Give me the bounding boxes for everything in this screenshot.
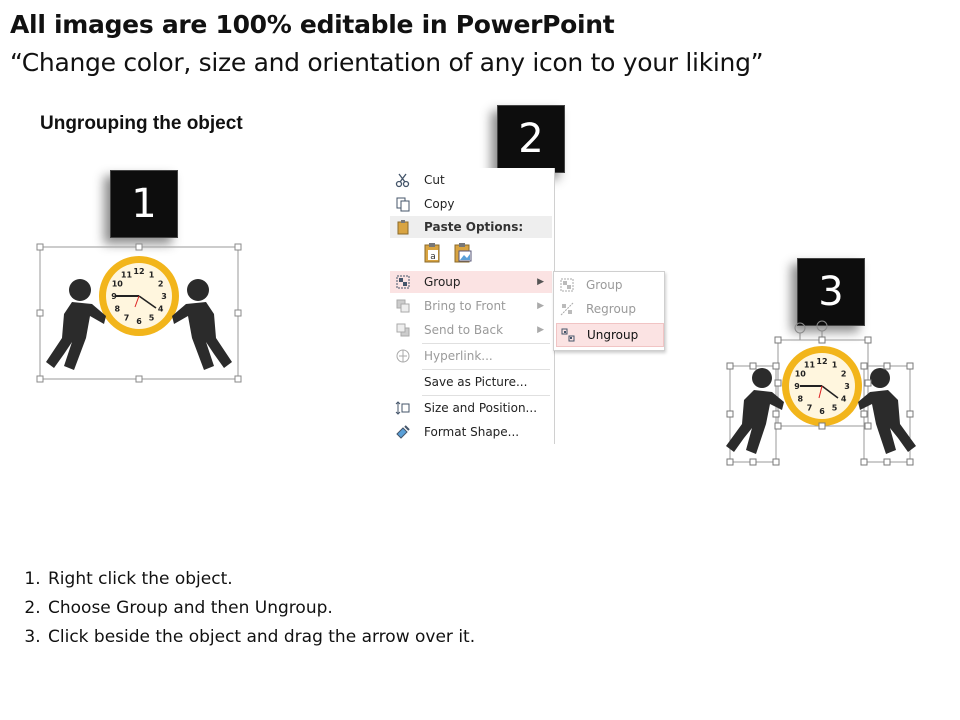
menu-separator xyxy=(422,369,550,370)
clock-number: 6 xyxy=(136,317,142,326)
submenu-arrow-icon: ▶ xyxy=(537,325,544,335)
menu-item-label: Cut xyxy=(424,173,445,187)
menu-item-label: Save as Picture... xyxy=(424,375,528,389)
menu-item-cut[interactable] xyxy=(390,169,552,191)
clock-number: 2 xyxy=(157,279,164,289)
menu-item-label: Send to Back xyxy=(424,323,504,337)
clock-number: 8 xyxy=(797,394,804,404)
menu-separator xyxy=(422,343,550,344)
clock-number: 5 xyxy=(831,403,838,413)
clock-number: 1 xyxy=(831,360,838,370)
clock-number: 4 xyxy=(157,304,164,314)
menu-item-copy[interactable] xyxy=(390,193,552,215)
submenu-arrow-icon: ▶ xyxy=(537,301,544,311)
step-badge-3 xyxy=(797,258,865,326)
copy-icon xyxy=(392,195,414,213)
clock-number: 5 xyxy=(148,313,155,323)
format-shape-icon xyxy=(392,423,414,441)
submenu-item-label: Ungroup xyxy=(587,328,639,342)
menu-item-group[interactable] xyxy=(390,271,552,293)
step-number: 3 xyxy=(818,269,844,315)
menu-item-label: Bring to Front xyxy=(424,299,506,313)
step-number: 1 xyxy=(131,181,157,227)
scissors-icon xyxy=(392,171,414,189)
menu-item-label: Copy xyxy=(424,197,455,211)
clock-number: 11 xyxy=(120,270,133,280)
right-person-figure xyxy=(172,279,232,370)
submenu-item-label: Group xyxy=(586,278,623,292)
bring-front-icon xyxy=(392,297,414,315)
clock-number: 10 xyxy=(794,369,806,379)
submenu-item-ungroup[interactable] xyxy=(556,323,664,347)
submenu-arrow-icon: ▶ xyxy=(537,277,544,287)
size-position-icon xyxy=(392,399,414,417)
step-badge-1 xyxy=(110,170,178,238)
menu-item-size-and-position[interactable] xyxy=(390,397,552,419)
grouped-clock-figure[interactable] xyxy=(34,242,246,387)
clock-number: 6 xyxy=(819,407,825,416)
paste-options-row xyxy=(422,242,474,267)
page-subtitle: “Change color, size and orientation of any icon to your liking” xyxy=(10,48,764,77)
regroup-icon xyxy=(556,301,578,317)
clock-number: 3 xyxy=(161,292,167,301)
submenu-item-regroup[interactable] xyxy=(556,298,662,320)
ungrouped-clock-figure[interactable] xyxy=(722,318,918,470)
clock-number: 3 xyxy=(844,382,850,391)
clock-number: 12 xyxy=(133,267,145,276)
menu-item-label: Format Shape... xyxy=(424,425,520,439)
clock-number: 12 xyxy=(816,357,828,366)
ungroup-icon xyxy=(557,327,579,343)
menu-item-bring-to-front[interactable] xyxy=(390,295,552,317)
paste-picture-icon[interactable] xyxy=(452,242,474,267)
menu-item-label: Size and Position... xyxy=(424,401,538,415)
group-submenu xyxy=(553,271,665,351)
menu-item-hyperlink[interactable] xyxy=(390,345,552,367)
instruction-item: 3. Click beside the object and drag the arrow over it. xyxy=(46,623,475,652)
clock-number: 8 xyxy=(114,304,121,314)
page-title: All images are 100% editable in PowerPoint xyxy=(10,10,615,39)
instruction-item: 2. Choose Group and then Ungroup. xyxy=(46,594,475,623)
step-badge-2 xyxy=(497,105,565,173)
menu-item-label: Group xyxy=(424,275,461,289)
submenu-item-group[interactable] xyxy=(556,274,662,296)
step-number: 2 xyxy=(518,116,544,162)
menu-item-send-to-back[interactable] xyxy=(390,319,552,341)
clock-number: 7 xyxy=(806,403,813,413)
send-back-icon xyxy=(392,321,414,339)
left-person-figure xyxy=(46,279,106,370)
submenu-item-label: Regroup xyxy=(586,302,637,316)
clock-number: 9 xyxy=(794,382,800,391)
section-title: Ungrouping the object xyxy=(40,113,243,134)
menu-separator xyxy=(422,395,550,396)
clock-number: 1 xyxy=(148,270,155,280)
instruction-item: 1. Right click the object. xyxy=(46,565,475,594)
paste-keep-formatting-icon[interactable] xyxy=(422,242,444,267)
svg-text:a: a xyxy=(430,252,436,262)
hyperlink-icon xyxy=(392,347,414,365)
clock-number: 2 xyxy=(840,369,847,379)
clock-number: 9 xyxy=(111,292,117,301)
group-icon xyxy=(392,273,414,291)
menu-item-format-shape[interactable] xyxy=(390,421,552,443)
menu-item-save-as-picture[interactable] xyxy=(390,371,552,393)
group-icon xyxy=(556,277,578,293)
clock-number: 7 xyxy=(123,313,130,323)
context-menu xyxy=(386,168,555,444)
instruction-list xyxy=(8,565,475,652)
clipboard-icon xyxy=(392,219,414,235)
clock-number: 11 xyxy=(803,360,816,370)
clock-number: 4 xyxy=(840,394,847,404)
menu-item-label: Hyperlink... xyxy=(424,349,493,363)
paste-options-header: Paste Options: xyxy=(390,216,552,238)
clock-number: 10 xyxy=(111,279,123,289)
